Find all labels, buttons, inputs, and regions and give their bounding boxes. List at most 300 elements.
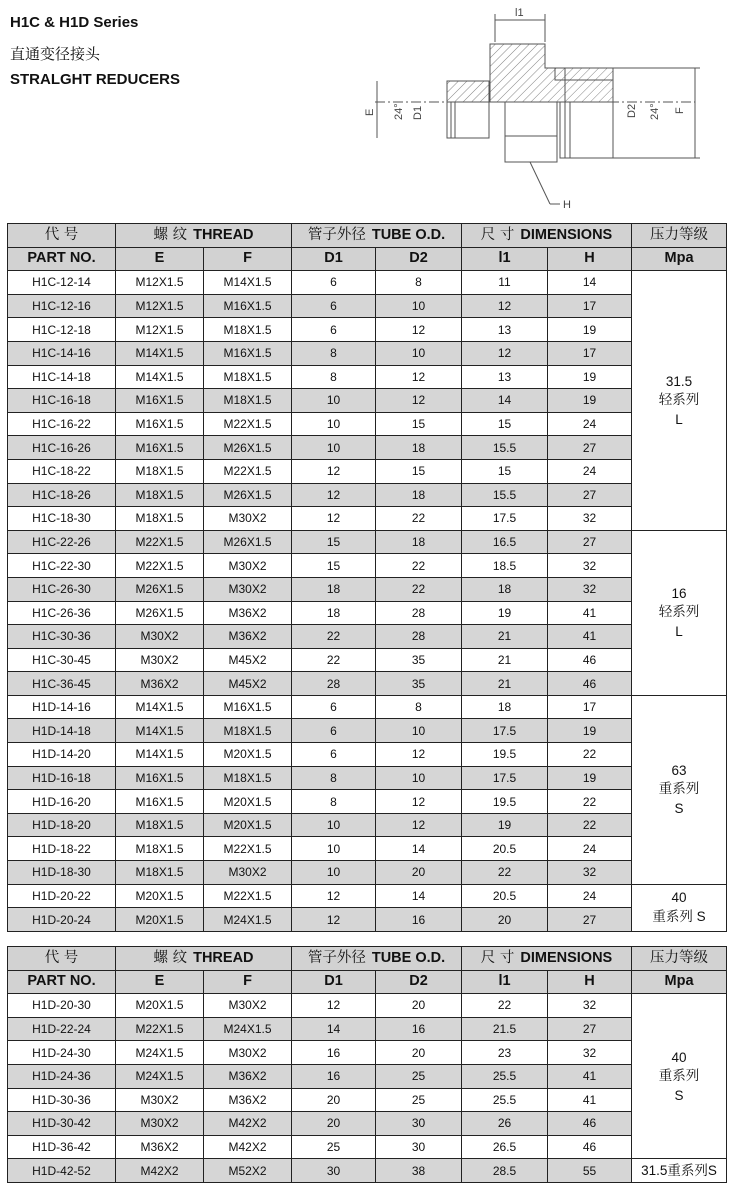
l1-cell: 20.5	[462, 884, 548, 908]
d2-cell: 20	[376, 1041, 462, 1065]
f-cell: M45X2	[204, 672, 292, 696]
h-cell: 17	[548, 695, 632, 719]
h-cell: 24	[548, 837, 632, 861]
part-no-header: PART NO.	[8, 970, 116, 994]
pressure-group-cell	[632, 271, 727, 531]
table-row	[8, 743, 727, 767]
table-row	[8, 837, 727, 861]
part-no-cell: H1D-14-18	[8, 719, 116, 743]
h-cell: 27	[548, 1017, 632, 1041]
part-no-header: PART NO.	[8, 247, 116, 271]
pressure-value: 16	[671, 586, 687, 602]
e-cell: M22X1.5	[116, 1017, 204, 1041]
h-cell: 41	[548, 1088, 632, 1112]
d2-cell: 35	[376, 648, 462, 672]
f-cell: M22X1.5	[204, 837, 292, 861]
dimensions-header-cn: 尺 寸	[480, 226, 515, 243]
l1-cell: 15	[462, 459, 548, 483]
part-no-cell: H1C-36-45	[8, 672, 116, 696]
e-label: E	[364, 108, 376, 116]
f-label: F	[674, 107, 686, 114]
thread-header	[116, 947, 292, 971]
e-cell: M12X1.5	[116, 318, 204, 342]
h-cell: 19	[548, 389, 632, 413]
h-header: H	[548, 247, 632, 271]
e-cell: M18X1.5	[116, 861, 204, 885]
f-header: F	[204, 970, 292, 994]
h-cell: 19	[548, 318, 632, 342]
f-cell: M26X1.5	[204, 436, 292, 460]
h-cell: 32	[548, 577, 632, 601]
d2-header: D2	[376, 247, 462, 271]
e-cell: M26X1.5	[116, 601, 204, 625]
e-cell: M14X1.5	[116, 695, 204, 719]
l1-cell: 19.5	[462, 743, 548, 767]
h-cell: 46	[548, 672, 632, 696]
e-cell: M20X1.5	[116, 884, 204, 908]
h-cell: 22	[548, 813, 632, 837]
d2-cell: 15	[376, 459, 462, 483]
f-cell: M30X2	[204, 507, 292, 531]
d1-cell: 12	[292, 908, 376, 932]
d2-cell: 12	[376, 389, 462, 413]
series-title: H1C & H1D Series	[10, 14, 139, 31]
d2-cell: 10	[376, 294, 462, 318]
e-cell: M16X1.5	[116, 436, 204, 460]
l1-cell: 21	[462, 672, 548, 696]
e-cell: M16X1.5	[116, 790, 204, 814]
f-cell: M24X1.5	[204, 1017, 292, 1041]
table-row	[8, 695, 727, 719]
d1-cell: 18	[292, 577, 376, 601]
d1-cell: 8	[292, 766, 376, 790]
part-no-cell: H1D-24-36	[8, 1064, 116, 1088]
d2-cell: 12	[376, 813, 462, 837]
d1-cell: 25	[292, 1135, 376, 1159]
h-cell: 17	[548, 341, 632, 365]
pressure-code: S	[674, 1087, 684, 1103]
l1-cell: 19	[462, 813, 548, 837]
e-cell: M12X1.5	[116, 294, 204, 318]
part-no-cell: H1D-22-24	[8, 1017, 116, 1041]
d2-header: D2	[376, 970, 462, 994]
chinese-title: 直通变径接头	[10, 45, 101, 63]
pressure-value: 63	[671, 763, 687, 779]
d2-cell: 28	[376, 625, 462, 649]
pressure-code: L	[675, 624, 683, 640]
h-cell: 32	[548, 861, 632, 885]
d1-cell: 16	[292, 1041, 376, 1065]
f-cell: M36X2	[204, 625, 292, 649]
e-header: E	[116, 247, 204, 271]
l1-cell: 28.5	[462, 1159, 548, 1183]
e-cell: M14X1.5	[116, 365, 204, 389]
f-cell: M42X2	[204, 1135, 292, 1159]
h-cell: 41	[548, 1064, 632, 1088]
d2-label: D2	[626, 103, 638, 118]
table-row	[8, 719, 727, 743]
f-cell: M18X1.5	[204, 719, 292, 743]
h-cell: 32	[548, 1041, 632, 1065]
pressure-unit-header: Mpa	[632, 247, 727, 271]
table-row	[8, 436, 727, 460]
part-no-cell: H1D-20-30	[8, 994, 116, 1018]
l1-cell: 22	[462, 861, 548, 885]
part-no-cell: H1C-16-22	[8, 412, 116, 436]
d2-cell: 14	[376, 884, 462, 908]
f-cell: M18X1.5	[204, 365, 292, 389]
l1-cell: 14	[462, 389, 548, 413]
d2-cell: 30	[376, 1112, 462, 1136]
part-no-cell: H1D-14-20	[8, 743, 116, 767]
d1-cell: 6	[292, 318, 376, 342]
h-cell: 17	[548, 294, 632, 318]
tube-header-en: TUBE O.D.	[371, 226, 446, 243]
pressure-series: 重系列	[652, 909, 693, 926]
table-row	[8, 507, 727, 531]
d2-cell: 20	[376, 994, 462, 1018]
e-cell: M18X1.5	[116, 813, 204, 837]
d1-cell: 12	[292, 459, 376, 483]
d1-cell: 22	[292, 648, 376, 672]
d2-cell: 35	[376, 672, 462, 696]
e-cell: M30X2	[116, 1112, 204, 1136]
pressure-value: 31.5	[665, 373, 693, 389]
d2-cell: 14	[376, 837, 462, 861]
d1-cell: 10	[292, 436, 376, 460]
fitting-technical-drawing	[355, 6, 720, 216]
e-header: E	[116, 970, 204, 994]
part-no-cell: H1D-20-24	[8, 908, 116, 932]
l1-cell: 15.5	[462, 483, 548, 507]
angle-right-label: 24°	[649, 103, 661, 120]
h-cell: 46	[548, 1135, 632, 1159]
table-row	[8, 1135, 727, 1159]
table-row	[8, 1064, 727, 1088]
part-no-cell: H1C-12-18	[8, 318, 116, 342]
part-no-cell: H1D-16-18	[8, 766, 116, 790]
pressure-series: 轻系列	[658, 391, 700, 408]
tube-header-cn: 管子外径	[307, 226, 366, 243]
d2-cell: 18	[376, 530, 462, 554]
d2-cell: 16	[376, 908, 462, 932]
code-header-cn: 代 号	[8, 224, 116, 248]
f-cell: M18X1.5	[204, 318, 292, 342]
d2-cell: 18	[376, 436, 462, 460]
f-cell: M16X1.5	[204, 695, 292, 719]
d1-cell: 18	[292, 601, 376, 625]
f-cell: M20X1.5	[204, 743, 292, 767]
f-cell: M30X2	[204, 1041, 292, 1065]
l1-cell: 22	[462, 994, 548, 1018]
part-no-cell: H1D-36-42	[8, 1135, 116, 1159]
f-cell: M36X2	[204, 1088, 292, 1112]
part-no-cell: H1C-12-14	[8, 271, 116, 295]
h-cell: 46	[548, 1112, 632, 1136]
e-cell: M16X1.5	[116, 412, 204, 436]
dimensions-header-en: DIMENSIONS	[520, 949, 613, 966]
l1-cell: 18	[462, 695, 548, 719]
f-cell: M20X1.5	[204, 813, 292, 837]
table-row	[8, 884, 727, 908]
e-cell: M18X1.5	[116, 837, 204, 861]
l1-cell: 15.5	[462, 436, 548, 460]
l1-cell: 13	[462, 318, 548, 342]
d1-cell: 30	[292, 1159, 376, 1183]
d2-cell: 38	[376, 1159, 462, 1183]
pressure-series: 重系列	[658, 1067, 700, 1084]
f-cell: M26X1.5	[204, 530, 292, 554]
l1-cell: 25.5	[462, 1088, 548, 1112]
part-no-cell: H1C-30-45	[8, 648, 116, 672]
d1-cell: 8	[292, 365, 376, 389]
f-cell: M36X2	[204, 1064, 292, 1088]
h-cell: 32	[548, 507, 632, 531]
thread-header-en: THREAD	[193, 949, 254, 966]
thread-header-cn: 螺 纹	[153, 949, 188, 966]
pressure-series: 重系列	[658, 781, 700, 798]
d1-cell: 8	[292, 341, 376, 365]
pressure-series: 轻系列	[658, 604, 700, 621]
d2-cell: 30	[376, 1135, 462, 1159]
part-no-cell: H1D-18-20	[8, 813, 116, 837]
d2-cell: 25	[376, 1064, 462, 1088]
pressure-group-cell	[632, 530, 727, 695]
angle-left-label: 24°	[393, 103, 405, 120]
e-cell: M14X1.5	[116, 743, 204, 767]
pressure-code: S	[707, 1162, 717, 1178]
pressure-series-line	[632, 907, 726, 927]
d2-cell: 25	[376, 1088, 462, 1112]
h-cell: 41	[548, 625, 632, 649]
table-row	[8, 994, 727, 1018]
table-row	[8, 483, 727, 507]
l1-cell: 17.5	[462, 766, 548, 790]
part-no-cell: H1C-22-30	[8, 554, 116, 578]
d1-cell: 22	[292, 625, 376, 649]
thread-header	[116, 224, 292, 248]
d2-cell: 8	[376, 695, 462, 719]
table-row	[8, 412, 727, 436]
e-cell: M22X1.5	[116, 554, 204, 578]
f-cell: M45X2	[204, 648, 292, 672]
f-cell: M30X2	[204, 554, 292, 578]
tube-header	[292, 224, 462, 248]
d1-cell: 20	[292, 1112, 376, 1136]
e-cell: M30X2	[116, 648, 204, 672]
table-row	[8, 1088, 727, 1112]
e-cell: M18X1.5	[116, 483, 204, 507]
d2-cell: 22	[376, 554, 462, 578]
d2-cell: 20	[376, 861, 462, 885]
l1-cell: 19	[462, 601, 548, 625]
table-row	[8, 648, 727, 672]
d1-header: D1	[292, 247, 376, 271]
f-cell: M26X1.5	[204, 483, 292, 507]
d1-cell: 6	[292, 695, 376, 719]
table-row	[8, 389, 727, 413]
table-row	[8, 294, 727, 318]
dimensions-header	[462, 947, 632, 971]
f-cell: M14X1.5	[204, 271, 292, 295]
f-cell: M42X2	[204, 1112, 292, 1136]
d1-label: D1	[412, 105, 424, 120]
l1-cell: 18	[462, 577, 548, 601]
d2-cell: 16	[376, 1017, 462, 1041]
l1-header: l1	[462, 970, 548, 994]
d1-cell: 10	[292, 412, 376, 436]
pressure-group-cell	[632, 695, 727, 884]
f-cell: M30X2	[204, 994, 292, 1018]
h-cell: 27	[548, 530, 632, 554]
f-cell: M36X2	[204, 601, 292, 625]
h-cell: 24	[548, 459, 632, 483]
part-no-cell: H1D-20-22	[8, 884, 116, 908]
part-no-cell: H1C-18-30	[8, 507, 116, 531]
h-cell: 27	[548, 908, 632, 932]
f-cell: M22X1.5	[204, 884, 292, 908]
d1-header: D1	[292, 970, 376, 994]
thread-header-en: THREAD	[193, 226, 254, 243]
d1-cell: 10	[292, 813, 376, 837]
d1-cell: 6	[292, 271, 376, 295]
part-no-cell: H1C-22-26	[8, 530, 116, 554]
e-cell: M16X1.5	[116, 389, 204, 413]
d2-cell: 10	[376, 341, 462, 365]
e-cell: M18X1.5	[116, 459, 204, 483]
d2-cell: 10	[376, 766, 462, 790]
code-header-cn: 代 号	[8, 947, 116, 971]
d1-cell: 15	[292, 530, 376, 554]
english-title: STRALGHT REDUCERS	[10, 71, 181, 88]
h-cell: 27	[548, 483, 632, 507]
part-no-cell: H1C-26-30	[8, 577, 116, 601]
part-no-cell: H1D-18-22	[8, 837, 116, 861]
spec-table-2	[7, 946, 727, 1183]
h-cell: 19	[548, 766, 632, 790]
pressure-code: L	[675, 411, 683, 427]
d1-cell: 12	[292, 994, 376, 1018]
part-no-cell: H1D-14-16	[8, 695, 116, 719]
table-row	[8, 672, 727, 696]
d2-cell: 12	[376, 743, 462, 767]
h-cell: 41	[548, 601, 632, 625]
table-row	[8, 1112, 727, 1136]
part-no-cell: H1D-30-42	[8, 1112, 116, 1136]
d1-cell: 14	[292, 1017, 376, 1041]
d1-cell: 6	[292, 294, 376, 318]
d1-cell: 10	[292, 861, 376, 885]
part-no-cell: H1D-42-52	[8, 1159, 116, 1183]
e-cell: M30X2	[116, 625, 204, 649]
h-cell: 27	[548, 436, 632, 460]
f-cell: M22X1.5	[204, 459, 292, 483]
l1-header: l1	[462, 247, 548, 271]
l1-cell: 26.5	[462, 1135, 548, 1159]
e-cell: M30X2	[116, 1088, 204, 1112]
l1-cell: 21	[462, 648, 548, 672]
d2-cell: 12	[376, 365, 462, 389]
h-cell: 22	[548, 743, 632, 767]
part-no-cell: H1D-24-30	[8, 1041, 116, 1065]
l1-cell: 19.5	[462, 790, 548, 814]
part-no-cell: H1C-12-16	[8, 294, 116, 318]
tube-header	[292, 947, 462, 971]
dimensions-header-cn: 尺 寸	[480, 949, 515, 966]
table-row	[8, 271, 727, 295]
d2-cell: 12	[376, 790, 462, 814]
table-row	[8, 577, 727, 601]
f-cell: M52X2	[204, 1159, 292, 1183]
f-cell: M18X1.5	[204, 389, 292, 413]
table-row	[8, 861, 727, 885]
d1-cell: 12	[292, 483, 376, 507]
f-cell: M24X1.5	[204, 908, 292, 932]
e-cell: M14X1.5	[116, 719, 204, 743]
table-row	[8, 1017, 727, 1041]
dimensions-header-en: DIMENSIONS	[520, 226, 613, 243]
h-cell: 22	[548, 790, 632, 814]
dimensions-header	[462, 224, 632, 248]
table-row	[8, 1159, 727, 1183]
l1-cell: 23	[462, 1041, 548, 1065]
h-cell: 46	[548, 648, 632, 672]
part-no-cell: H1C-18-26	[8, 483, 116, 507]
d1-cell: 12	[292, 507, 376, 531]
h-cell: 19	[548, 365, 632, 389]
table-row	[8, 554, 727, 578]
h-header: H	[548, 970, 632, 994]
e-cell: M20X1.5	[116, 994, 204, 1018]
part-no-cell: H1D-16-20	[8, 790, 116, 814]
pressure-group-cell	[632, 1159, 727, 1183]
thread-header-cn: 螺 纹	[153, 226, 188, 243]
pressure-unit-header: Mpa	[632, 970, 727, 994]
h-cell: 19	[548, 719, 632, 743]
part-no-cell: H1C-14-16	[8, 341, 116, 365]
l1-cell: 13	[462, 365, 548, 389]
d1-cell: 8	[292, 790, 376, 814]
d1-cell: 6	[292, 743, 376, 767]
pressure-group-cell	[632, 884, 727, 931]
table-row	[8, 341, 727, 365]
table-row	[8, 601, 727, 625]
d2-cell: 8	[376, 271, 462, 295]
e-cell: M20X1.5	[116, 908, 204, 932]
d1-cell: 10	[292, 837, 376, 861]
pressure-code: S	[674, 801, 684, 817]
e-cell: M36X2	[116, 1135, 204, 1159]
h-cell: 14	[548, 271, 632, 295]
e-cell: M24X1.5	[116, 1064, 204, 1088]
part-no-cell: H1C-16-18	[8, 389, 116, 413]
pressure-value: 31.5	[641, 1162, 668, 1178]
h-cell: 24	[548, 412, 632, 436]
l1-label: l1	[515, 7, 524, 19]
table-row	[8, 365, 727, 389]
table-row	[8, 908, 727, 932]
part-no-cell: H1D-30-36	[8, 1088, 116, 1112]
spec-table-1	[7, 223, 727, 932]
part-no-cell: H1D-18-30	[8, 861, 116, 885]
d1-cell: 20	[292, 1088, 376, 1112]
f-cell: M16X1.5	[204, 341, 292, 365]
d2-cell: 22	[376, 507, 462, 531]
part-no-cell: H1C-26-36	[8, 601, 116, 625]
h-cell: 55	[548, 1159, 632, 1183]
part-no-cell: H1C-14-18	[8, 365, 116, 389]
e-cell: M24X1.5	[116, 1041, 204, 1065]
